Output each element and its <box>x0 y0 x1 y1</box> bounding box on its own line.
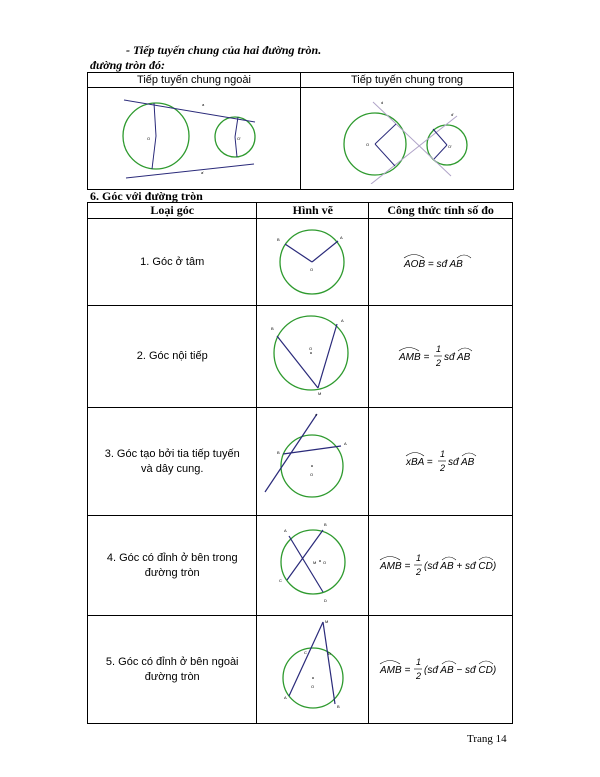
table-row <box>88 616 513 724</box>
svg-text:A: A <box>340 318 344 323</box>
svg-text:O: O <box>310 684 314 689</box>
header-figure: Hình vẽ <box>257 203 369 219</box>
svg-text:D: D <box>323 598 327 603</box>
exterior-vertex-angle-diagram <box>263 618 363 716</box>
angle-name-line2: đường tròn <box>144 670 200 683</box>
angle-figure <box>257 219 369 306</box>
svg-text:AMB =: AMB = <box>379 665 410 676</box>
angle-formula <box>369 408 513 516</box>
svg-text:D: D <box>327 651 331 656</box>
svg-text:B: B <box>336 704 340 709</box>
angle-name: 1. Góc ở tâm <box>88 219 257 306</box>
angle-name-line1: 5. Góc có đỉnh ở bên ngoài <box>105 655 239 668</box>
formula-inscribed-angle <box>381 338 501 372</box>
svg-text:1: 1 <box>415 657 421 667</box>
angle-formula <box>369 306 513 408</box>
svg-text:A: A <box>343 441 347 446</box>
svg-text:sđ AB: sđ AB <box>447 457 474 468</box>
header-formula: Công thức tính số đo <box>369 203 513 219</box>
table-row <box>88 219 513 306</box>
angle-name-line2: đường tròn <box>144 566 200 579</box>
inscribed-angle-diagram <box>263 308 363 400</box>
angle-name-line2: và dây cung. <box>141 462 204 475</box>
external-tangent-figure <box>88 88 301 190</box>
svg-text:sđ AB: sđ AB <box>443 352 470 363</box>
internal-tangent-figure <box>301 88 514 190</box>
svg-text:B: B <box>276 450 280 455</box>
formula-exterior-vertex-angle <box>376 651 506 685</box>
angle-name-line1: 4. Góc có đỉnh ở bên trong <box>106 551 238 564</box>
angle-figure <box>257 516 369 616</box>
svg-text:2: 2 <box>415 671 421 681</box>
table-row <box>88 408 513 516</box>
table-row <box>88 516 513 616</box>
angle-name <box>88 516 257 616</box>
formula-interior-vertex-angle <box>376 547 506 581</box>
internal-tangent-diagram <box>301 88 513 184</box>
angle-name: 2. Góc nội tiếp <box>88 306 257 408</box>
svg-text:M: M <box>312 560 317 565</box>
svg-text:2: 2 <box>439 463 445 473</box>
angle-figure <box>257 616 369 724</box>
svg-text:x: x <box>314 412 317 417</box>
svg-text:d': d' <box>451 112 454 117</box>
external-tangent-diagram <box>88 88 300 184</box>
angle-name <box>88 616 257 724</box>
svg-text:B: B <box>276 236 280 242</box>
svg-text:(sđ AB − sđ CD): (sđ AB − sđ CD) <box>423 665 496 676</box>
svg-text:AMB =: AMB = <box>398 352 429 363</box>
table-row <box>88 306 513 408</box>
svg-text:O: O <box>366 142 370 147</box>
header-angle-type: Loại góc <box>88 203 257 219</box>
svg-text:M: M <box>317 391 322 396</box>
svg-text:A: A <box>283 528 287 533</box>
common-tangent-table <box>87 72 514 190</box>
svg-text:O: O <box>309 472 313 477</box>
svg-text:O: O <box>309 266 313 272</box>
angle-formula <box>369 516 513 616</box>
svg-text:1: 1 <box>415 553 421 563</box>
svg-text:1: 1 <box>435 344 441 354</box>
svg-text:(sđ AB + sđ CD): (sđ AB + sđ CD) <box>423 561 496 572</box>
angle-figure <box>257 408 369 516</box>
svg-text:O': O' <box>448 144 452 149</box>
section-title-angles: 6. Góc với đường tròn <box>90 189 203 203</box>
angle-formula <box>369 219 513 306</box>
svg-text:1: 1 <box>439 449 445 459</box>
svg-text:A: A <box>339 234 343 240</box>
tangent-chord-angle-diagram <box>263 410 363 508</box>
section-subtitle: đường tròn đó: <box>90 58 165 72</box>
svg-text:O': O' <box>237 136 241 141</box>
svg-text:O: O <box>322 560 326 565</box>
angle-table <box>87 202 513 724</box>
interior-vertex-angle-diagram <box>263 518 363 608</box>
header-external-tangent: Tiếp tuyến chung ngoài <box>88 73 301 88</box>
svg-text:C: C <box>278 578 282 583</box>
angle-formula <box>369 616 513 724</box>
svg-text:2: 2 <box>435 358 441 368</box>
central-angle-diagram <box>263 220 363 300</box>
formula-central-angle <box>386 249 496 273</box>
svg-text:AOB = sđ AB: AOB = sđ AB <box>403 258 463 270</box>
svg-text:B: B <box>323 522 327 527</box>
svg-text:d: d <box>381 100 384 105</box>
svg-text:2: 2 <box>415 567 421 577</box>
svg-text:A: A <box>283 695 287 700</box>
section-title-common-tangents: - Tiếp tuyến chung của hai đường tròn. <box>126 43 322 57</box>
svg-text:a': a' <box>201 170 204 175</box>
svg-text:M: M <box>324 619 329 624</box>
formula-tangent-chord-angle <box>381 443 501 477</box>
svg-text:AMB =: AMB = <box>379 561 410 572</box>
svg-text:O: O <box>147 136 151 141</box>
angle-name <box>88 408 257 516</box>
svg-text:a: a <box>202 102 205 107</box>
svg-text:C: C <box>303 650 307 655</box>
svg-text:xBA =: xBA = <box>405 457 433 468</box>
page-number: Trang 14 <box>467 733 507 745</box>
svg-text:O: O <box>308 346 312 351</box>
svg-text:B: B <box>270 326 274 331</box>
angle-name-line1: 3. Góc tạo bởi tia tiếp tuyến <box>104 447 240 460</box>
header-internal-tangent: Tiếp tuyến chung trong <box>301 73 514 88</box>
angle-figure <box>257 306 369 408</box>
